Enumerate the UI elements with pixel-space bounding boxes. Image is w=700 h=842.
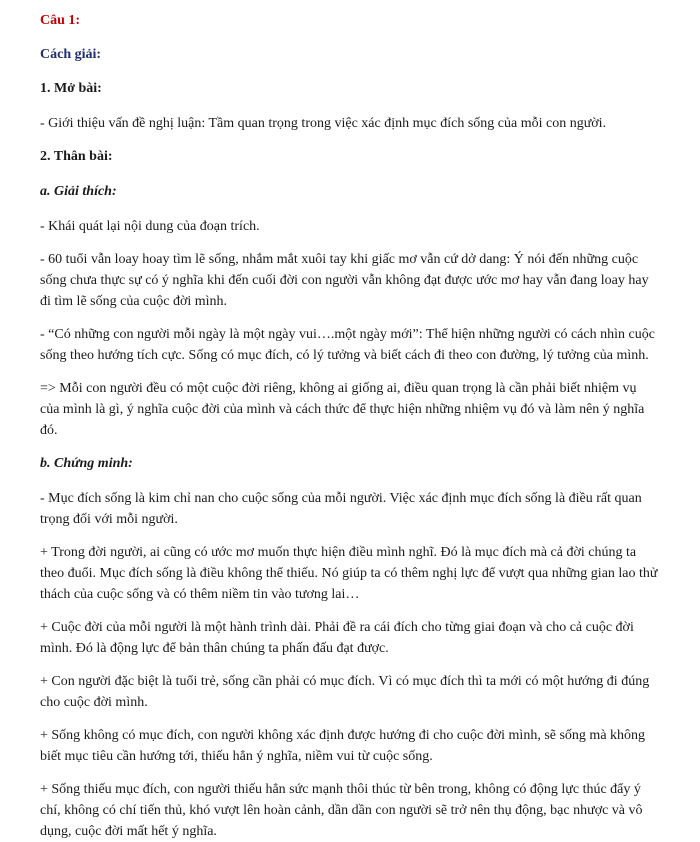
text-line: - Giới thiệu vấn đề nghị luận: Tầm quan trọng trong việc xác định mục đích sống của mỗi con người. — [40, 116, 607, 131]
text-line: + Sống thiếu mục đích, con người thiếu hẳn sức mạnh thôi thúc từ bên trong, không có động lực thúc đẩy ý — [40, 782, 641, 797]
explain-paragraph — [40, 378, 680, 441]
prove-heading: b. Chứng minh: — [40, 456, 133, 471]
text-line: trọng đối với mỗi người. — [40, 512, 178, 527]
prove-paragraph — [40, 725, 680, 767]
text-line: sống chưa thực sự có ý nghĩa khi đến cuối đời con người vẫn không đạt được ước mơ hay vẫn đang loay hay — [40, 273, 649, 288]
explain-heading: a. Giải thích: — [40, 184, 117, 199]
intro-heading: 1. Mở bài: — [40, 81, 102, 96]
intro-paragraph — [40, 113, 680, 134]
text-line: + Trong đời người, ai cũng có ước mơ muốn thực hiện điều mình nghĩ. Đó là mục đích mà cả đời chúng ta — [40, 545, 637, 560]
text-line: đi tìm lẽ sống của cuộc đời mình. — [40, 294, 228, 309]
body-heading: 2. Thân bài: — [40, 149, 113, 164]
text-line: => Mỗi con người đều có một cuộc đời riêng, không ai giống ai, điều quan trọng là cần phải biết nhiệm vụ — [40, 381, 637, 396]
explain-paragraph — [40, 249, 680, 312]
text-line: cho cuộc đời mình. — [40, 695, 148, 710]
text-line: + Sống không có mục đích, con người không xác định được hướng đi cho cuộc đời mình, sẽ sống mà không — [40, 728, 646, 743]
prove-paragraph — [40, 488, 680, 530]
prove-paragraph — [40, 671, 680, 713]
text-line: - Mục đích sống là kim chỉ nan cho cuộc sống của mỗi người. Việc xác định mục đích sống là điều rất quan — [40, 491, 642, 506]
text-line: đó. — [40, 423, 58, 438]
text-line: thách của cuộc sống và có thêm niềm tin vào tương lai… — [40, 587, 360, 602]
text-line: + Con người đặc biệt là tuổi trẻ, sống cần phải có mục đích. Vì có mục đích thì ta mới có một hướng đi đúng — [40, 674, 650, 689]
text-line: sống theo hướng tích cực. Sống có mục đích, có lý tưởng và biết cách đi theo con đường, lý tưởng của mình. — [40, 348, 649, 363]
text-line: + Cuộc đời của mỗi người là một hành trình dài. Phải đề ra cái đích cho từng giai đoạn và cho cả cuộc đời — [40, 620, 634, 635]
text-line: mình. Đó là động lực để bản thân chúng ta phấn đấu đạt được. — [40, 641, 389, 656]
text-line: - 60 tuổi vẫn loay hoay tìm lẽ sống, nhắm mắt xuôi tay khi giấc mơ vẫn cứ dở dang: Ý nói đến những cuộc — [40, 252, 639, 267]
explain-paragraph — [40, 324, 680, 366]
text-line: theo đuổi. Mục đích sống là điều không thể thiếu. Nó giúp ta có thêm nghị lực để vượt qua những gian lao thử — [40, 566, 658, 581]
text-line: chí, không có chí tiến thủ, khó vượt lên hoàn cảnh, dần dần con người sẽ trở nên thụ động, bạc nhược và vô — [40, 803, 643, 818]
solution-label: Cách giải: — [40, 47, 102, 62]
text-line: - “Có những con người mỗi ngày là một ngày vui….một ngày mới”: Thể hiện những người có cách nhìn cuộc — [40, 327, 655, 342]
prove-paragraph — [40, 617, 680, 659]
text-line: dụng, cuộc đời mất hết ý nghĩa. — [40, 824, 217, 839]
text-line: - Khái quát lại nội dung của đoạn trích. — [40, 219, 260, 234]
explain-paragraph — [40, 216, 680, 237]
prove-paragraph — [40, 779, 680, 842]
prove-paragraph — [40, 542, 680, 605]
question-title: Câu 1: — [40, 13, 81, 28]
text-line: của mình là gì, ý nghĩa cuộc đời của mình và cách thức để thực hiện những nhiệm vụ đó và làm nên ý nghĩa — [40, 402, 645, 417]
text-line: biết mục tiêu cần hướng tới, thiếu hẳn ý nghĩa, niềm vui từ cuộc sống. — [40, 749, 433, 764]
